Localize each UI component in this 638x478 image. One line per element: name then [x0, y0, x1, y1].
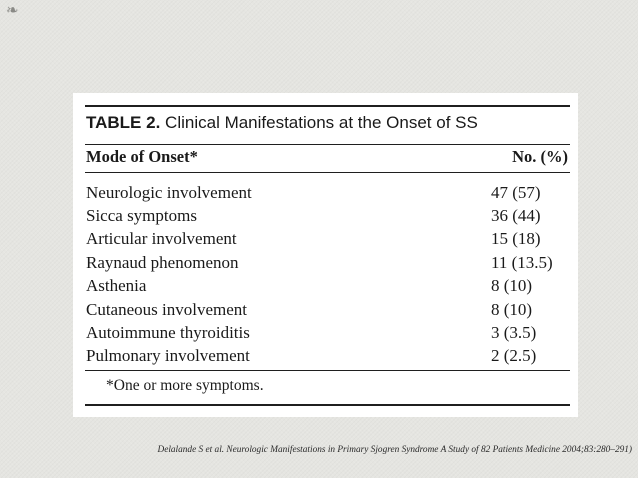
table-header-top-rule — [85, 144, 570, 145]
table-row — [86, 181, 568, 204]
table-caption-label: TABLE 2. — [86, 113, 161, 132]
row-count: 8 (10) — [491, 276, 533, 296]
table-row — [86, 251, 568, 274]
row-count: 36 (44) — [491, 206, 541, 226]
row-mode: Neurologic involvement — [86, 182, 252, 202]
row-mode: Articular involvement — [86, 229, 237, 249]
citation: Delalande S et al. Neurologic Manifestations in Primary Sjogren Syndrome A Study of 82 Patients Medicine 2004;83:280–291) — [157, 445, 632, 455]
row-mode: Pulmonary involvement — [86, 346, 250, 366]
table-row — [86, 228, 568, 251]
column-header-count: No. (%) — [512, 147, 568, 166]
row-count: 2 (2.5) — [491, 346, 537, 366]
row-count: 3 (3.5) — [491, 323, 537, 343]
table-row — [86, 321, 568, 344]
row-mode: Autoimmune thyroiditis — [86, 323, 250, 343]
row-count: 11 (13.5) — [491, 252, 553, 272]
table-caption-text: Clinical Manifestations at the Onset of SS — [165, 113, 478, 132]
table-row — [86, 275, 568, 298]
table-header-bottom-rule — [85, 172, 570, 173]
fleuron-icon: ❧ — [6, 1, 19, 19]
row-mode: Asthenia — [86, 276, 147, 296]
table-row — [86, 345, 568, 368]
row-count: 47 (57) — [491, 182, 541, 202]
row-mode: Cutaneous involvement — [86, 299, 248, 319]
clinical-manifestations-table — [73, 93, 578, 417]
table-body-bottom-rule — [85, 370, 570, 371]
table-footnote: *One or more symptoms. — [106, 377, 264, 394]
table-caption — [86, 114, 478, 131]
row-mode: Raynaud phenomenon — [86, 252, 239, 272]
table-bottom-rule — [85, 404, 570, 406]
table-row — [86, 204, 568, 227]
row-count: 8 (10) — [491, 299, 533, 319]
table-top-rule — [85, 105, 570, 107]
column-header-mode: Mode of Onset* — [86, 147, 198, 166]
table-body — [86, 181, 568, 368]
row-mode: Sicca symptoms — [86, 206, 197, 226]
table-row — [86, 298, 568, 321]
row-count: 15 (18) — [491, 229, 541, 249]
